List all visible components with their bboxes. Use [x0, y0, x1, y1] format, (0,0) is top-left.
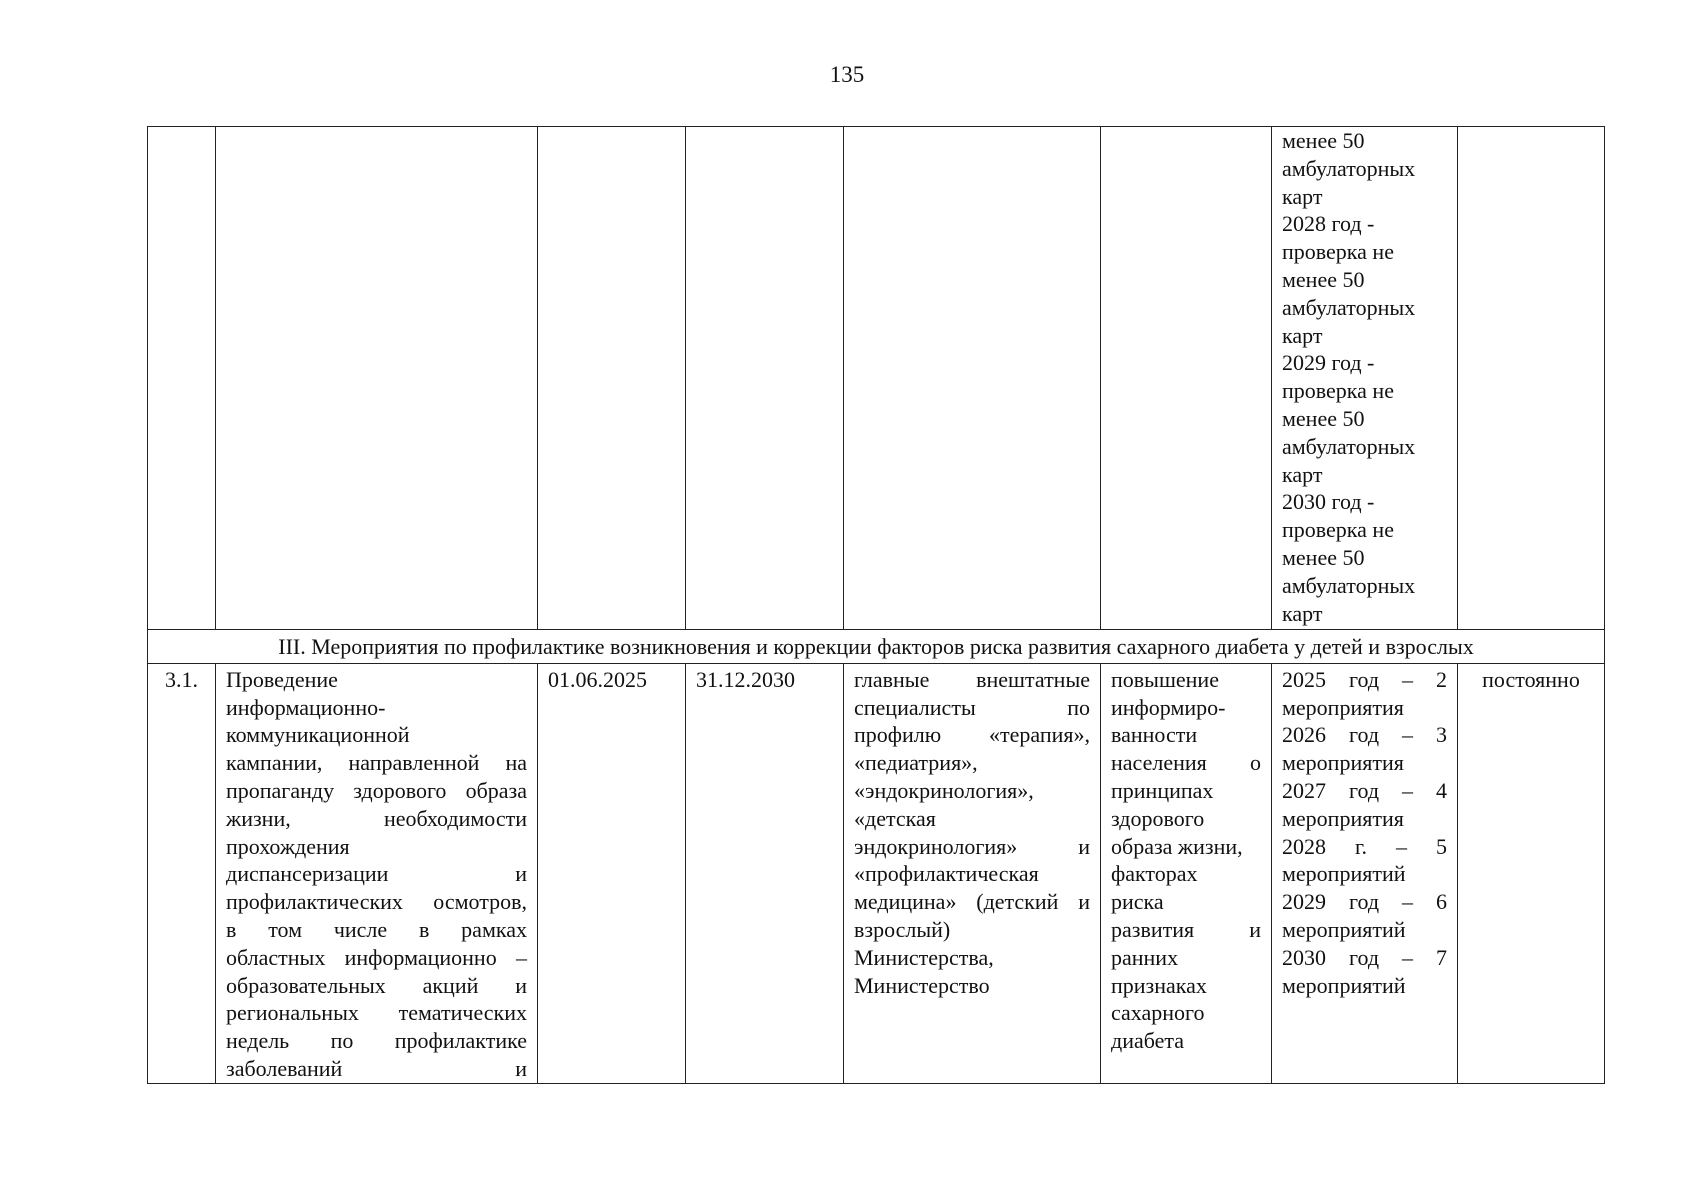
cell-number — [148, 127, 216, 630]
result-line: населения о — [1111, 750, 1261, 776]
description-line: региональных тематических — [226, 1000, 527, 1026]
responsible-line: медицина» (детский и — [854, 889, 1090, 915]
indicator-line: мероприятий — [1282, 972, 1406, 998]
responsible-line: Министерство — [854, 972, 990, 998]
indicator-line: 2029 год – 6 — [1282, 889, 1447, 915]
responsible-line: профилю «терапия», — [854, 722, 1090, 748]
row-result — [1101, 663, 1272, 1083]
description-line: заболеваний и — [226, 1055, 527, 1081]
indicator-line: менее 50 — [1282, 266, 1365, 292]
result-line: ванности — [1111, 722, 1198, 748]
indicator-line: 2029 год - — [1282, 350, 1375, 376]
indicator-line: мероприятий — [1282, 861, 1406, 887]
row-responsible — [844, 663, 1101, 1083]
result-line: принципах — [1111, 777, 1214, 803]
description-line: профилактических осмотров, — [226, 889, 527, 915]
result-line: риска — [1111, 889, 1164, 915]
cell-periodicity — [1458, 127, 1605, 630]
row-start-date: 01.06.2025 — [538, 663, 686, 1083]
result-line: развития и — [1111, 916, 1261, 942]
description-line: коммуникационной — [226, 722, 410, 748]
indicator-line: карт — [1282, 600, 1323, 626]
description-line: информационно- — [226, 694, 386, 720]
result-line: образа жизни, — [1111, 833, 1243, 859]
description-line: прохождения — [226, 833, 350, 859]
responsible-line: Министерства, — [854, 944, 994, 970]
indicator-line: мероприятия — [1282, 805, 1404, 831]
row-number: 3.1. — [148, 663, 216, 1083]
description-line: кампании, направленной на — [226, 750, 527, 776]
indicator-line: менее 50 — [1282, 128, 1365, 153]
indicator-line: проверка не — [1282, 517, 1394, 543]
indicator-line: карт — [1282, 461, 1323, 487]
continuation-row — [148, 127, 1605, 630]
result-line: диабета — [1111, 1028, 1185, 1054]
section-row — [148, 630, 1605, 664]
description-line: областных информационно – — [226, 944, 527, 970]
indicator-line: 2028 год - — [1282, 211, 1375, 237]
description-line: диспансеризации и — [226, 861, 527, 887]
indicator-line: амбулаторных — [1282, 294, 1416, 320]
indicator-line: 2028 г. – 5 — [1282, 833, 1447, 859]
description-line: пропаганду здорового образа — [226, 777, 527, 803]
indicator-line: 2026 год – 3 — [1282, 722, 1447, 748]
responsible-line: взрослый) — [854, 916, 951, 942]
responsible-line: главные внештатные — [854, 666, 1090, 692]
description-line: недель по профилактике — [226, 1028, 527, 1054]
cell-responsible — [844, 127, 1101, 630]
result-line: сахарного — [1111, 1000, 1205, 1026]
description-line: жизни, необходимости — [226, 805, 527, 831]
cell-end-date — [686, 127, 844, 630]
section-title: III. Мероприятия по профилактике возникновения и коррекции факторов риска развития сахарного диабета у детей и взрослых — [148, 630, 1605, 664]
indicator-line: мероприятия — [1282, 750, 1404, 776]
indicator-line: карт — [1282, 183, 1323, 209]
indicator-line: 2030 год - — [1282, 489, 1375, 515]
description-line: образовательных акций и — [226, 972, 527, 998]
indicator-line: мероприятий — [1282, 916, 1406, 942]
result-line: здорового — [1111, 805, 1205, 831]
responsible-line: «детская — [854, 805, 936, 831]
indicator-line: менее 50 — [1282, 544, 1365, 570]
indicator-line: амбулаторных — [1282, 572, 1416, 598]
cell-start-date — [538, 127, 686, 630]
indicator-line: проверка не — [1282, 239, 1394, 265]
cell-description — [216, 127, 538, 630]
result-line: факторах — [1111, 861, 1198, 887]
responsible-line: специалисты по — [854, 694, 1090, 720]
cell-indicator — [1272, 127, 1458, 630]
indicator-line: проверка не — [1282, 378, 1394, 404]
indicator-line: амбулаторных — [1282, 433, 1416, 459]
indicator-line: амбулаторных — [1282, 155, 1416, 181]
activities-table — [147, 126, 1605, 1084]
result-line: ранних — [1111, 944, 1179, 970]
row-description — [216, 663, 538, 1083]
responsible-line: «профилактическая — [854, 861, 1039, 887]
responsible-line: «эндокринология», — [854, 777, 1034, 803]
responsible-line: эндокринология» и — [854, 833, 1090, 859]
description-line: в том числе в рамках — [226, 916, 527, 942]
cell-result — [1101, 127, 1272, 630]
page-number: 135 — [829, 62, 865, 87]
table-row — [148, 663, 1605, 1083]
row-periodicity: постоянно — [1458, 663, 1605, 1083]
result-line: информиро- — [1111, 694, 1226, 720]
indicator-line: 2027 год – 4 — [1282, 777, 1447, 803]
responsible-line: «педиатрия», — [854, 750, 978, 776]
description-line: Проведение — [226, 666, 338, 692]
indicator-line: 2025 год – 2 — [1282, 666, 1447, 692]
indicator-line: менее 50 — [1282, 405, 1365, 431]
row-end-date: 31.12.2030 — [686, 663, 844, 1083]
indicator-line: мероприятия — [1282, 694, 1404, 720]
indicator-line: 2030 год – 7 — [1282, 944, 1447, 970]
result-line: повышение — [1111, 666, 1219, 692]
result-line: признаках — [1111, 972, 1207, 998]
row-indicator — [1272, 663, 1458, 1083]
indicator-line: карт — [1282, 322, 1323, 348]
